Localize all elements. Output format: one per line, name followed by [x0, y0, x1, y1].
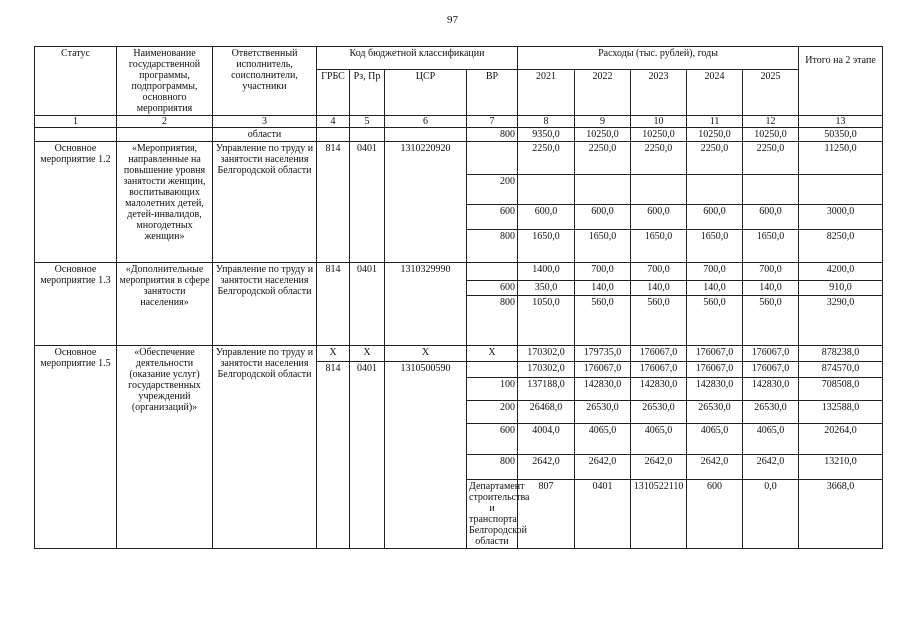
executor-cell: Управление по труду и занятости населения Белгородской области [213, 346, 317, 549]
column-number: 7 [467, 116, 518, 128]
value-2022: 142830,0 [575, 378, 631, 401]
grbs-cell: 814 [317, 142, 350, 263]
value-2023: 142830,0 [631, 378, 687, 401]
vr-cell [467, 362, 518, 378]
vr-cell: 800 [467, 230, 518, 263]
status-cell [35, 128, 117, 142]
csr-cell: Х [385, 346, 467, 362]
header-executor: Ответственный исполнитель, соисполнители, участники [213, 47, 317, 116]
status-cell: Основное мероприятие 1.2 [35, 142, 117, 263]
value-2022: 4065,0 [575, 424, 631, 455]
value-2023: 26530,0 [631, 401, 687, 424]
rzpr-cell: 0401 [350, 263, 385, 346]
rzpr-cell: Х [350, 346, 385, 362]
vr-cell: 800 [467, 455, 518, 480]
value-2025: 700,0 [743, 263, 799, 281]
value-total: 20264,0 [799, 424, 883, 455]
value-2025: 140,0 [743, 281, 799, 296]
header-status: Статус [35, 47, 117, 116]
program-name-cell [117, 128, 213, 142]
header-budget-code: Код бюджетной классификации [317, 47, 518, 70]
vr-cell: 600 [467, 281, 518, 296]
value-2021: 600,0 [518, 205, 575, 230]
value-2024: 176067,0 [687, 362, 743, 378]
value-2024: 26530,0 [687, 401, 743, 424]
value-2021: 1650,0 [518, 230, 575, 263]
value-total [799, 175, 883, 205]
value-2022: 10250,0 [575, 128, 631, 142]
table-row [35, 263, 883, 281]
value-2025: 1650,0 [743, 230, 799, 263]
value-2024: 700,0 [687, 263, 743, 281]
value-2025: 2250,0 [743, 142, 799, 175]
value-2025: 4065,0 [743, 424, 799, 455]
value-2025: 176067,0 [743, 346, 799, 362]
value-2022: 1650,0 [575, 230, 631, 263]
value-2022: 26530,0 [575, 401, 631, 424]
budget-table [34, 46, 883, 549]
value-2022: 2642,0 [575, 455, 631, 480]
header-year-2021: 2021 [518, 70, 575, 116]
column-number: 5 [350, 116, 385, 128]
rzpr-cell: 0401 [350, 142, 385, 263]
grbs-cell: Х [317, 346, 350, 362]
value-2025: 600,0 [743, 205, 799, 230]
page-number: 97 [447, 14, 458, 26]
value-2023: 600,0 [631, 205, 687, 230]
csr-cell: 1310220920 [385, 142, 467, 263]
value-2023: 700,0 [631, 263, 687, 281]
vr-cell: 200 [467, 175, 518, 205]
column-number: 10 [631, 116, 687, 128]
vr-cell: 600 [467, 205, 518, 230]
header-grbs: ГРБС [317, 70, 350, 116]
value-2021 [518, 175, 575, 205]
value-2025: 176067,0 [743, 362, 799, 378]
table-row [35, 142, 883, 175]
column-number: 4 [317, 116, 350, 128]
value-2024: 600,0 [687, 205, 743, 230]
value-2023: 176067,0 [631, 362, 687, 378]
vr-cell: 600 [467, 424, 518, 455]
value-2024: 140,0 [687, 281, 743, 296]
header-program-name: Наименование государственной программы, подпрограммы, основного мероприятия [117, 47, 213, 116]
vr-cell: 200 [467, 401, 518, 424]
column-number: 3 [213, 116, 317, 128]
value-2023: 140,0 [631, 281, 687, 296]
value-2021: 1050,0 [518, 296, 575, 346]
value-2023: 176067,0 [631, 346, 687, 362]
value-2025 [743, 175, 799, 205]
value-2021: 4004,0 [518, 424, 575, 455]
table-row [35, 346, 883, 362]
value-2025: 142830,0 [743, 378, 799, 401]
value-2022: 179735,0 [575, 346, 631, 362]
header-rzpr: Рз, Пр [350, 70, 385, 116]
value-2025: 26530,0 [743, 401, 799, 424]
header-csr: ЦСР [385, 70, 467, 116]
value-2022: 700,0 [575, 263, 631, 281]
grbs-cell: 814 [317, 362, 350, 549]
header-vr: ВР [467, 70, 518, 116]
value-2021: 2250,0 [518, 142, 575, 175]
vr-cell: 100 [467, 378, 518, 401]
csr-cell [385, 128, 467, 142]
value-total: 13210,0 [799, 455, 883, 480]
header-year-2025: 2025 [743, 70, 799, 116]
rzpr-cell: 0401 [575, 480, 631, 549]
value-2024: 2250,0 [687, 142, 743, 175]
executor-cell: Управление по труду и занятости населения Белгородской области [213, 263, 317, 346]
value-total: 132588,0 [799, 401, 883, 424]
value-2024: 176067,0 [687, 346, 743, 362]
vr-cell: 800 [467, 128, 518, 142]
column-number: 9 [575, 116, 631, 128]
grbs-cell: 814 [317, 263, 350, 346]
vr-cell: 800 [467, 296, 518, 346]
value-total: 11250,0 [799, 142, 883, 175]
value-2021: 0,0 [743, 480, 799, 549]
value-2023 [631, 175, 687, 205]
value-total: 878238,0 [799, 346, 883, 362]
value-2022: 2250,0 [575, 142, 631, 175]
header-year-2022: 2022 [575, 70, 631, 116]
csr-cell: 1310500590 [385, 362, 467, 549]
column-number: 6 [385, 116, 467, 128]
column-number: 1 [35, 116, 117, 128]
value-2024: 560,0 [687, 296, 743, 346]
value-2021: 137188,0 [518, 378, 575, 401]
value-2023: 2250,0 [631, 142, 687, 175]
vr-cell: 600 [687, 480, 743, 549]
value-2024: 1650,0 [687, 230, 743, 263]
column-number: 12 [743, 116, 799, 128]
value-2022: 176067,0 [575, 362, 631, 378]
value-total: 3290,0 [799, 296, 883, 346]
value-2021: 1400,0 [518, 263, 575, 281]
grbs-cell [317, 128, 350, 142]
value-2024: 2642,0 [687, 455, 743, 480]
column-number: 8 [518, 116, 575, 128]
value-2024: 10250,0 [687, 128, 743, 142]
value-total: 874570,0 [799, 362, 883, 378]
executor-cell: Департамент строительства и транспорта Белгородской области [467, 480, 518, 549]
value-total: 4200,0 [799, 263, 883, 281]
value-total: 708508,0 [799, 378, 883, 401]
value-2023: 4065,0 [631, 424, 687, 455]
value-2025: 560,0 [743, 296, 799, 346]
rzpr-cell: 0401 [350, 362, 385, 549]
value-2022 [575, 175, 631, 205]
column-numbers-row [35, 116, 883, 128]
value-2021: 9350,0 [518, 128, 575, 142]
value-2021: 170302,0 [518, 362, 575, 378]
executor-cell: области [213, 128, 317, 142]
value-total: 50350,0 [799, 128, 883, 142]
header-total: Итого на 2 этапе [799, 47, 883, 116]
value-2022: 140,0 [575, 281, 631, 296]
vr-cell: Х [467, 346, 518, 362]
header-year-2024: 2024 [687, 70, 743, 116]
value-2023: 560,0 [631, 296, 687, 346]
vr-cell [467, 263, 518, 281]
value-2024 [687, 175, 743, 205]
status-cell: Основное мероприятие 1.3 [35, 263, 117, 346]
program-name-cell: «Дополнительные мероприятия в сфере занятости населения» [117, 263, 213, 346]
value-total: 8250,0 [799, 230, 883, 263]
column-number: 11 [687, 116, 743, 128]
value-total: 910,0 [799, 281, 883, 296]
value-2025: 2642,0 [743, 455, 799, 480]
csr-cell: 1310329990 [385, 263, 467, 346]
value-2023: 2642,0 [631, 455, 687, 480]
value-2021: 350,0 [518, 281, 575, 296]
header-row-1 [35, 47, 883, 70]
value-2022: 560,0 [575, 296, 631, 346]
program-name-cell: «Мероприятия, направленные на повышение уровня занятости женщин, воспитывающих малолетних детей, детей-инвалидов, многодетных женщин» [117, 142, 213, 263]
value-2021: 26468,0 [518, 401, 575, 424]
rzpr-cell [350, 128, 385, 142]
table-row [35, 128, 883, 142]
value-2023: 10250,0 [631, 128, 687, 142]
status-cell: Основное мероприятие 1.5 [35, 346, 117, 549]
value-2024: 4065,0 [687, 424, 743, 455]
column-number: 13 [799, 116, 883, 128]
grbs-cell: 807 [518, 480, 575, 549]
value-2024: 142830,0 [687, 378, 743, 401]
value-2021: 170302,0 [518, 346, 575, 362]
executor-cell: Управление по труду и занятости населения Белгородской области [213, 142, 317, 263]
column-number: 2 [117, 116, 213, 128]
header-year-2023: 2023 [631, 70, 687, 116]
vr-cell [467, 142, 518, 175]
program-name-cell: «Обеспечение деятельности (оказание услуг) государственных учреждений (организаций)» [117, 346, 213, 549]
value-2023: 1650,0 [631, 230, 687, 263]
value-total: 3000,0 [799, 205, 883, 230]
value-2022: 3668,0 [799, 480, 883, 549]
csr-cell: 1310522110 [631, 480, 687, 549]
header-expenses: Расходы (тыс. рублей), годы [518, 47, 799, 70]
value-2025: 10250,0 [743, 128, 799, 142]
value-2021: 2642,0 [518, 455, 575, 480]
value-2022: 600,0 [575, 205, 631, 230]
